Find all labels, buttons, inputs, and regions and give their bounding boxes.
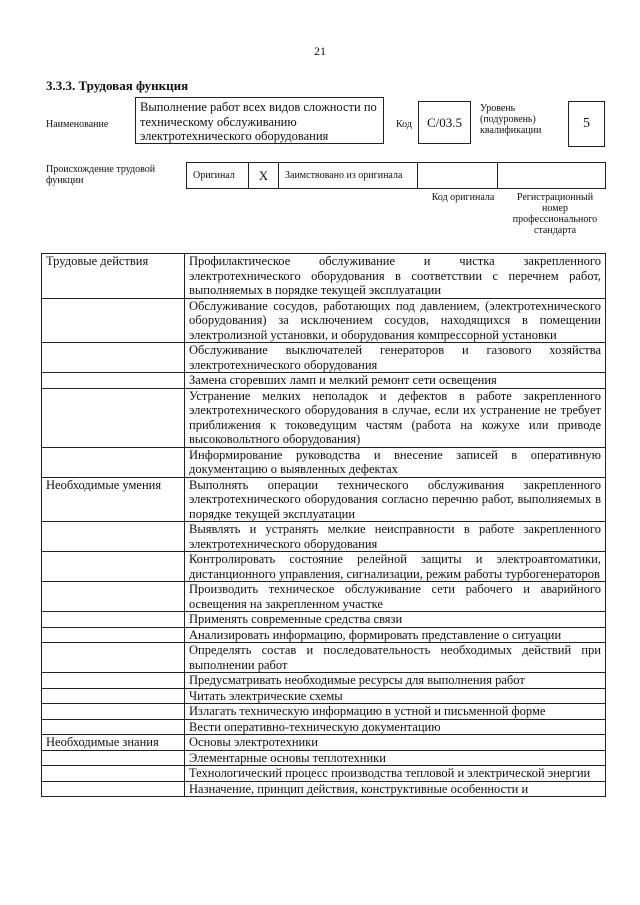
table-row (42, 704, 606, 720)
table-row (42, 373, 606, 389)
list-item: Выполнять операции технического обслуживания закрепленного электротехнического оборудования согласно перечню работ, выполняемых в порядке текущей эксплуатации (185, 477, 606, 522)
code-original-cell (418, 163, 498, 188)
table-row (42, 643, 606, 673)
qualification-level-box: 5 (568, 101, 605, 147)
list-item: Обслуживание сосудов, работающих под давлением, (электротехнического оборудования) за исключением сосудов, находящихся в помещении электролизной установки, и оборудования компрессорной установки (185, 298, 606, 343)
table-row (42, 735, 606, 751)
list-item: Профилактическое обслуживание и чистка закрепленного электротехнического оборудования в соответствии с перечнем работ, выполняемых в порядке текущей эксплуатации (185, 254, 606, 299)
table-row (42, 388, 606, 447)
reg-number-cell (498, 163, 605, 188)
table-row (42, 522, 606, 552)
list-item: Предусматривать необходимые ресурсы для выполнения работ (185, 673, 606, 689)
table-row (42, 477, 606, 522)
function-name-box: Выполнение работ всех видов сложности по техническому обслуживанию электротехнического оборудования (135, 97, 384, 144)
list-item: Выявлять и устранять мелкие неисправности в работе закрепленного электротехнического оборудования (185, 522, 606, 552)
table-row (42, 552, 606, 582)
borrowed-cell: Заимствовано из оригинала (279, 163, 418, 188)
table-row (42, 254, 606, 299)
page-number: 21 (314, 44, 326, 58)
name-label: Наименование (46, 119, 109, 130)
table-row (42, 343, 606, 373)
origin-label: Происхождение трудовой функции (46, 164, 156, 186)
list-item: Информирование руководства и внесение записей в оперативную документацию о выявленных дефектах (185, 447, 606, 477)
list-item: Устранение мелких неполадок и дефектов в работе закрепленного электротехнического оборудования в случае, если их устранение не требует приближения к токоведущим частям (работа на кожухе или приводе высоковольтного оборудования) (185, 388, 606, 447)
section-title-actions: Трудовые действия (42, 254, 185, 299)
list-item: Применять современные средства связи (185, 612, 606, 628)
list-item: Определять состав и последовательность необходимых действий при выполнении работ (185, 643, 606, 673)
list-item: Вести оперативно-техническую документацию (185, 719, 606, 735)
table-row (42, 719, 606, 735)
list-item: Замена сгоревших ламп и мелкий ремонт сети освещения (185, 373, 606, 389)
code-label: Код (396, 119, 412, 130)
original-cell: Оригинал (187, 163, 249, 188)
list-item: Назначение, принцип действия, конструктивные особенности и (185, 781, 606, 797)
list-item: Производить техническое обслуживание сети рабочего и аварийного освещения на закрепленном участке (185, 582, 606, 612)
list-item: Анализировать информацию, формировать представление о ситуации (185, 627, 606, 643)
origin-row (186, 162, 606, 189)
list-item: Элементарные основы теплотехники (185, 750, 606, 766)
qualification-level-label: Уровень (подуровень) квалификации (480, 103, 542, 136)
list-item: Контролировать состояние релейной защиты и электроавтоматики, дистанционного управления, сигнализации, режим работы турбогенераторов (185, 552, 606, 582)
table-row (42, 688, 606, 704)
function-table (41, 253, 606, 797)
table-row (42, 766, 606, 782)
table-row (42, 612, 606, 628)
original-mark: X (249, 163, 279, 188)
section-title-knowledge: Необходимые знания (42, 735, 185, 751)
table-row (42, 447, 606, 477)
code-original-caption: Код оригинала (431, 192, 495, 203)
list-item: Обслуживание выключателей генераторов и газового хозяйства электротехнического оборудования (185, 343, 606, 373)
table-row (42, 582, 606, 612)
reg-number-caption: Регистрационный номер профессионального стандарта (512, 192, 598, 236)
table-row (42, 298, 606, 343)
list-item: Основы электротехники (185, 735, 606, 751)
section-title: 3.3.3. Трудовая функция (46, 78, 189, 93)
function-code-box: C/03.5 (418, 101, 471, 144)
table-row (42, 627, 606, 643)
table-row (42, 781, 606, 797)
table-row (42, 750, 606, 766)
list-item: Технологический процесс производства тепловой и электрической энергии (185, 766, 606, 782)
list-item: Излагать техническую информацию в устной и письменной форме (185, 704, 606, 720)
list-item: Читать электрические схемы (185, 688, 606, 704)
table-row (42, 673, 606, 689)
section-title-skills: Необходимые умения (42, 477, 185, 522)
